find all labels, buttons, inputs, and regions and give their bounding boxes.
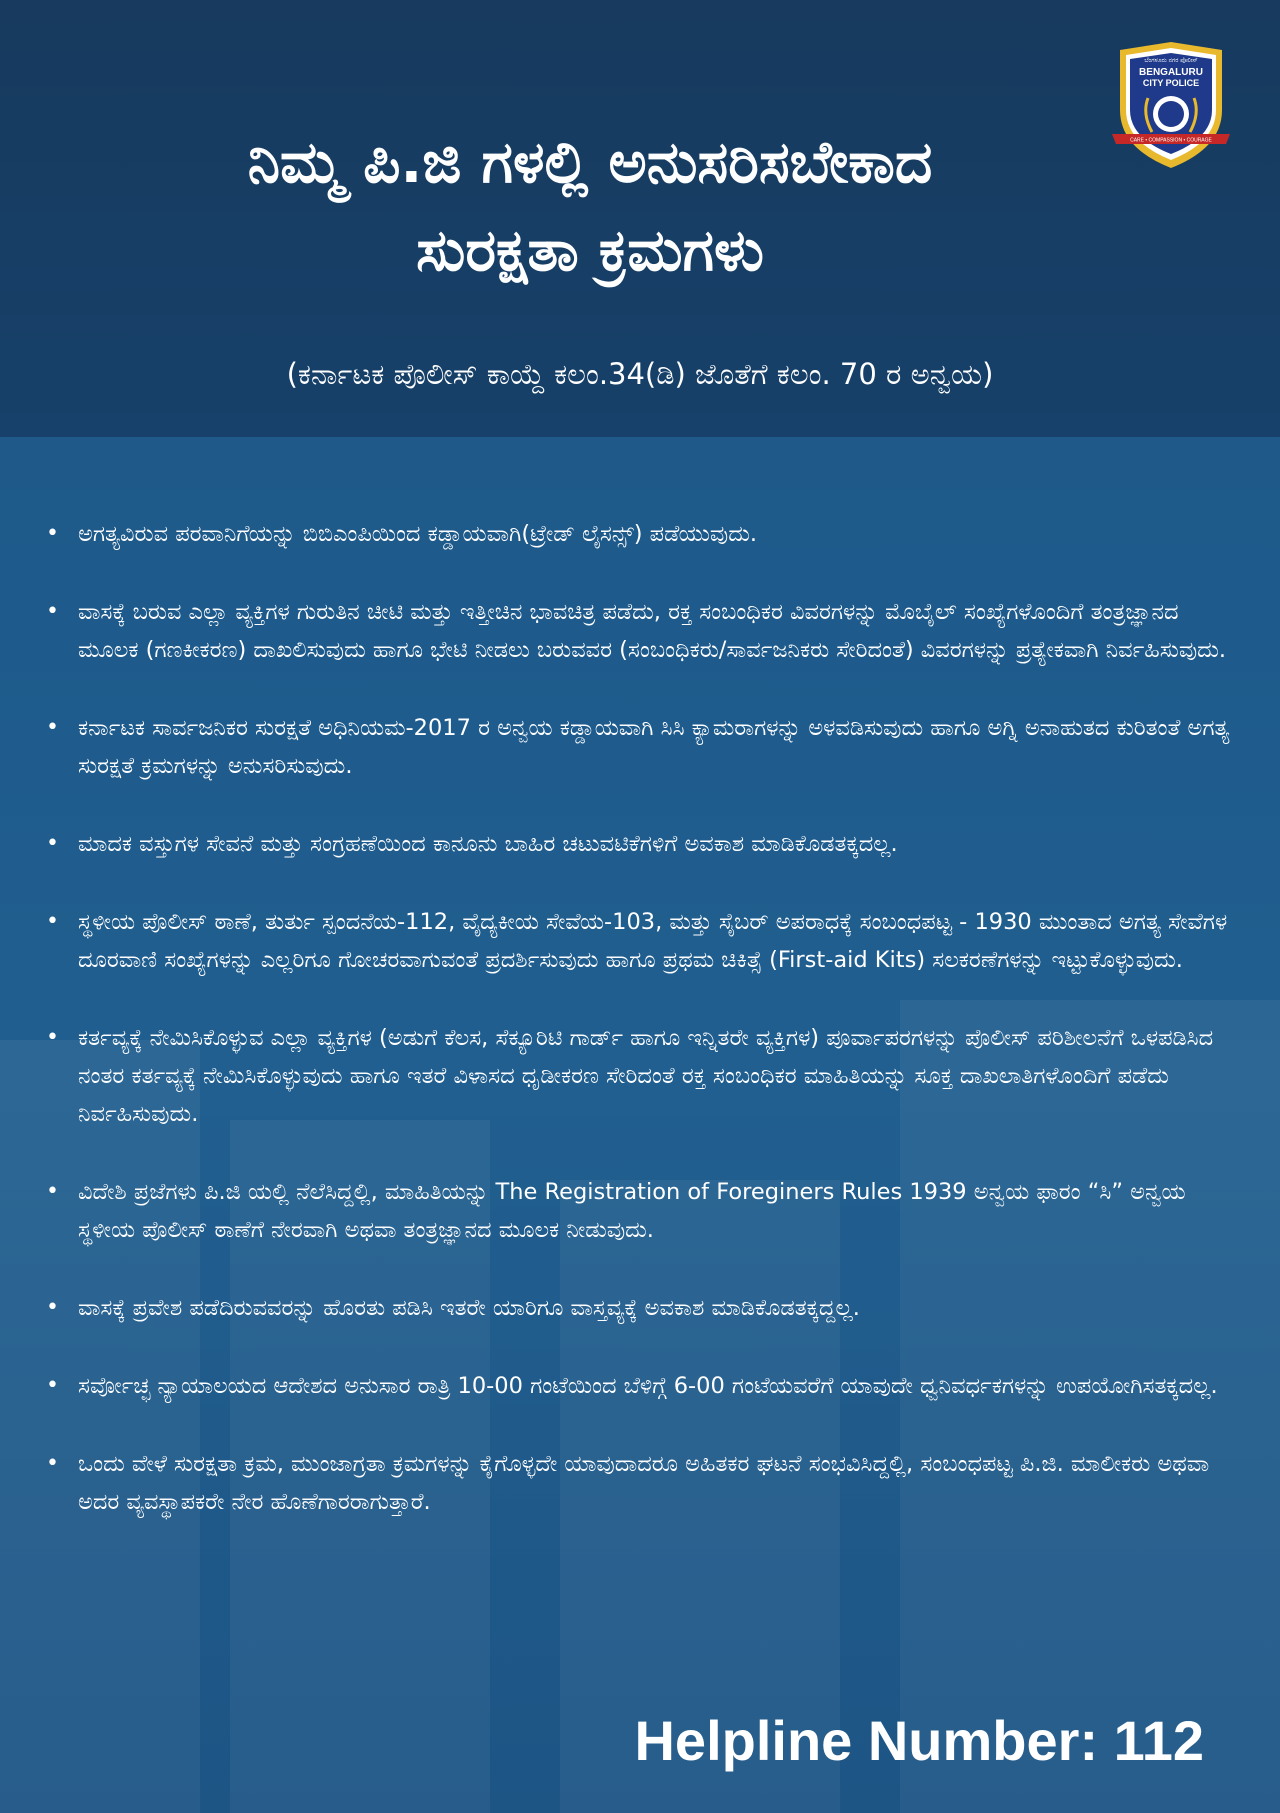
page-subtitle: (ಕರ್ನಾಟಕ ಪೊಲೀಸ್ ಕಾಯ್ದೆ ಕಲಂ.34(ಡಿ) ಜೊತೆಗೆ ಕಲಂ. 70 ರ ಅನ್ವಯ) <box>286 357 994 391</box>
rule-text: ಅಗತ್ಯವಿರುವ ಪರವಾನಿಗೆಯನ್ನು ಬಿಬಿಎಂಪಿಯಿಂದ ಕಡ್ಡಾಯವಾಗಿ(ಟ್ರೇಡ್ ಲೈಸನ್ಸ್) ಪಡೆಯುವುದು. <box>78 521 758 547</box>
rule-text: ವಾಸಕ್ಕೆ ಬರುವ ಎಲ್ಲಾ ವ್ಯಕ್ತಿಗಳ ಗುರುತಿನ ಚೀಟಿ ಮತ್ತು ಇತ್ತೀಚಿನ ಭಾವಚಿತ್ರ ಪಡೆದು, ರಕ್ತ ಸಂಬಂಧಿಕರ ವಿವರಗಳನ್ನು ಮೊಬೈಲ್ ಸಂಖ್ಯೆಗಳೊಂದಿಗೆ ತಂತ್ರಜ್ಞಾನದ ಮೂಲಕ (ಗಣಕೀಕರಣ) ದಾಖಲಿಸುವುದು ಹಾಗೂ ಭೇಟಿ ನೀಡಲು ಬರುವವರ (ಸಂಬಂಧಿಕರು/ಸಾರ್ವಜನಿಕರು ಸೇರಿದಂತೆ) ವಿವರಗಳನ್ನು ಪ್ರತ್ಯೇಕವಾಗಿ ನಿರ್ವಹಿಸುವುದು. <box>78 599 1227 663</box>
rule-text: ಸರ್ವೋಚ್ಛ ನ್ಯಾಯಾಲಯದ ಆದೇಶದ ಅನುಸಾರ ರಾತ್ರಿ 10-00 ಗಂಟೆಯಿಂದ ಬೆಳಿಗ್ಗೆ 6-00 ಗಂಟೆಯವರೆಗೆ ಯಾವುದೇ ಧ್ವನಿವರ್ಧಕಗಳನ್ನು ಉಪಯೋಗಿಸತಕ್ಕದಲ್ಲ. <box>78 1373 1218 1399</box>
rule-text: ಕರ್ನಾಟಕ ಸಾರ್ವಜನಿಕರ ಸುರಕ್ಷತೆ ಅಧಿನಿಯಮ-2017 ರ ಅನ್ವಯ ಕಡ್ಡಾಯವಾಗಿ ಸಿಸಿ ಕ್ಯಾಮರಾಗಳನ್ನು ಅಳವಡಿಸುವುದು ಹಾಗೂ ಅಗ್ನಿ ಅನಾಹುತದ ಕುರಿತಂತೆ ಅಗತ್ಯ ಸುರಕ್ಷತೆ ಕ್ರಮಗಳನ್ನು ಅನುಸರಿಸುವುದು. <box>78 715 1230 779</box>
page-title <box>60 118 1120 294</box>
bullet-marker: • <box>46 599 59 624</box>
bullet-marker: • <box>46 909 59 934</box>
list-item <box>46 1289 1246 1327</box>
list-item <box>46 1445 1246 1521</box>
rule-text: ಒಂದು ವೇಳೆ ಸುರಕ್ಷತಾ ಕ್ರಮ, ಮುಂಜಾಗ್ರತಾ ಕ್ರಮಗಳನ್ನು ಕೈಗೊಳ್ಳದೇ ಯಾವುದಾದರೂ ಅಹಿತಕರ ಘಟನೆ ಸಂಭವಿಸಿದ್ದಲ್ಲಿ, ಸಂಬಂಧಪಟ್ಟ ಪಿ.ಜಿ. ಮಾಲೀಕರು ಅಥವಾ ಅದರ ವ್ಯವಸ್ಥಾಪಕರೇ ನೇರ ಹೊಣೆಗಾರರಾಗುತ್ತಾರೆ. <box>78 1451 1210 1515</box>
bullet-marker: • <box>46 521 59 546</box>
title-line-2: ಸುರಕ್ಷತಾ ಕ್ರಮಗಳು <box>416 216 764 284</box>
police-shield-emblem-icon <box>1108 40 1234 170</box>
emblem-core <box>1158 101 1184 127</box>
list-item <box>46 903 1246 979</box>
list-item <box>46 825 1246 863</box>
rule-text: ಕರ್ತವ್ಯಕ್ಕೆ ನೇಮಿಸಿಕೊಳ್ಳುವ ಎಲ್ಲಾ ವ್ಯಕ್ತಿಗಳ (ಅಡುಗೆ ಕೆಲಸ, ಸೆಕ್ಯೂರಿಟಿ ಗಾರ್ಡ್ ಹಾಗೂ ಇನ್ನಿತರೇ ವ್ಯಕ್ತಿಗಳ) ಪೂರ್ವಾಪರಗಳನ್ನು ಪೊಲೀಸ್ ಪರಿಶೀಲನೆಗೆ ಒಳಪಡಿಸಿದ ನಂತರ ಕರ್ತವ್ಯಕ್ಕೆ ನೇಮಿಸಿಕೊಳ್ಳುವುದು ಹಾಗೂ ಇತರೆ ವಿಳಾಸದ ಧೃಡೀಕರಣ ಸೇರಿದಂತೆ ರಕ್ತ ಸಂಬಂಧಿಕರ ಮಾಹಿತಿಯನ್ನು ಸೂಕ್ತ ದಾಖಲಾತಿಗಳೊಂದಿಗೆ ಪಡೆದು ನಿರ್ವಹಿಸುವುದು. <box>78 1025 1214 1127</box>
rule-text: ವಾಸಕ್ಕೆ ಪ್ರವೇಶ ಪಡೆದಿರುವವರನ್ನು ಹೊರತು ಪಡಿಸಿ ಇತರೇ ಯಾರಿಗೂ ವಾಸ್ತವ್ಯಕ್ಕೆ ಅವಕಾಶ ಮಾಡಿಕೊಡತಕ್ಕದ್ದಲ್ಲ. <box>78 1295 860 1321</box>
helpline-number: Helpline Number: 112 <box>634 1709 1204 1772</box>
list-item <box>46 593 1246 669</box>
list-item <box>46 1019 1246 1133</box>
logo-graphic <box>1108 40 1234 170</box>
logo-name-line-1: BENGALURU <box>1139 67 1203 78</box>
bullet-marker: • <box>46 1295 59 1320</box>
bullet-marker: • <box>46 831 59 856</box>
list-item <box>46 515 1246 553</box>
rule-text: ವಿದೇಶಿ ಪ್ರಜೆಗಳು ಪಿ.ಜಿ ಯಲ್ಲಿ ನೆಲೆಸಿದ್ದಲ್ಲಿ, ಮಾಹಿತಿಯನ್ನು The Registration of Foreginers Rules 1939 ಅನ್ವಯ ಫಾರಂ “ಸಿ” ಅನ್ವಯ ಸ್ಥಳೀಯ ಪೊಲೀಸ್ ಠಾಣೆಗೆ ನೇರವಾಗಿ ಅಥವಾ ತಂತ್ರಜ್ಞಾನದ ಮೂಲಕ ನೀಡುವುದು. <box>78 1179 1186 1243</box>
bullet-marker: • <box>46 1451 59 1476</box>
title-line-1: ನಿಮ್ಮ ಪಿ.ಜಿ ಗಳಲ್ಲಿ ಅನುಸರಿಸಬೇಕಾದ <box>247 128 933 196</box>
logo-motto: CARE • COMPASSION • COURAGE <box>1130 137 1212 144</box>
rule-text: ಸ್ಥಳೀಯ ಪೊಲೀಸ್ ಠಾಣೆ, ತುರ್ತು ಸ್ಪಂದನೆಯ-112, ವೈದ್ಯಕೀಯ ಸೇವೆಯ-103, ಮತ್ತು ಸೈಬರ್ ಅಪರಾಧಕ್ಕೆ ಸಂಬಂಧಪಟ್ಟ - 1930 ಮುಂತಾದ ಅಗತ್ಯ ಸೇವೆಗಳ ದೂರವಾಣಿ ಸಂಖ್ಯೆಗಳನ್ನು ಎಲ್ಲರಿಗೂ ಗೋಚರವಾಗುವಂತೆ ಪ್ರದರ್ಶಿಸುವುದು ಹಾಗೂ ಪ್ರಥಮ ಚಿಕಿತ್ಸೆ (First-aid Kits) ಸಲಕರಣೆಗಳನ್ನು ಇಟ್ಟುಕೊಳ್ಳುವುದು. <box>78 909 1228 973</box>
list-item <box>46 1367 1246 1405</box>
bullet-marker: • <box>46 715 59 740</box>
list-item <box>46 709 1246 785</box>
rule-text: ಮಾದಕ ವಸ್ತುಗಳ ಸೇವನೆ ಮತ್ತು ಸಂಗ್ರಹಣೆಯಿಂದ ಕಾನೂನು ಬಾಹಿರ ಚಟುವಟಿಕೆಗಳಿಗೆ ಅವಕಾಶ ಮಾಡಿಕೊಡತಕ್ಕದಲ್ಲ. <box>78 831 898 857</box>
logo-name-line-2: CITY POLICE <box>1142 78 1200 88</box>
bullet-marker: • <box>46 1373 59 1398</box>
bullet-marker: • <box>46 1179 59 1204</box>
safety-rules-list <box>46 515 1246 1561</box>
logo-top-text: ಬೆಂಗಳೂರು ನಗರ ಪೊಲೀಸ್ <box>1144 57 1198 64</box>
bullet-marker: • <box>46 1025 59 1050</box>
list-item <box>46 1173 1246 1249</box>
header-band <box>0 0 1280 437</box>
